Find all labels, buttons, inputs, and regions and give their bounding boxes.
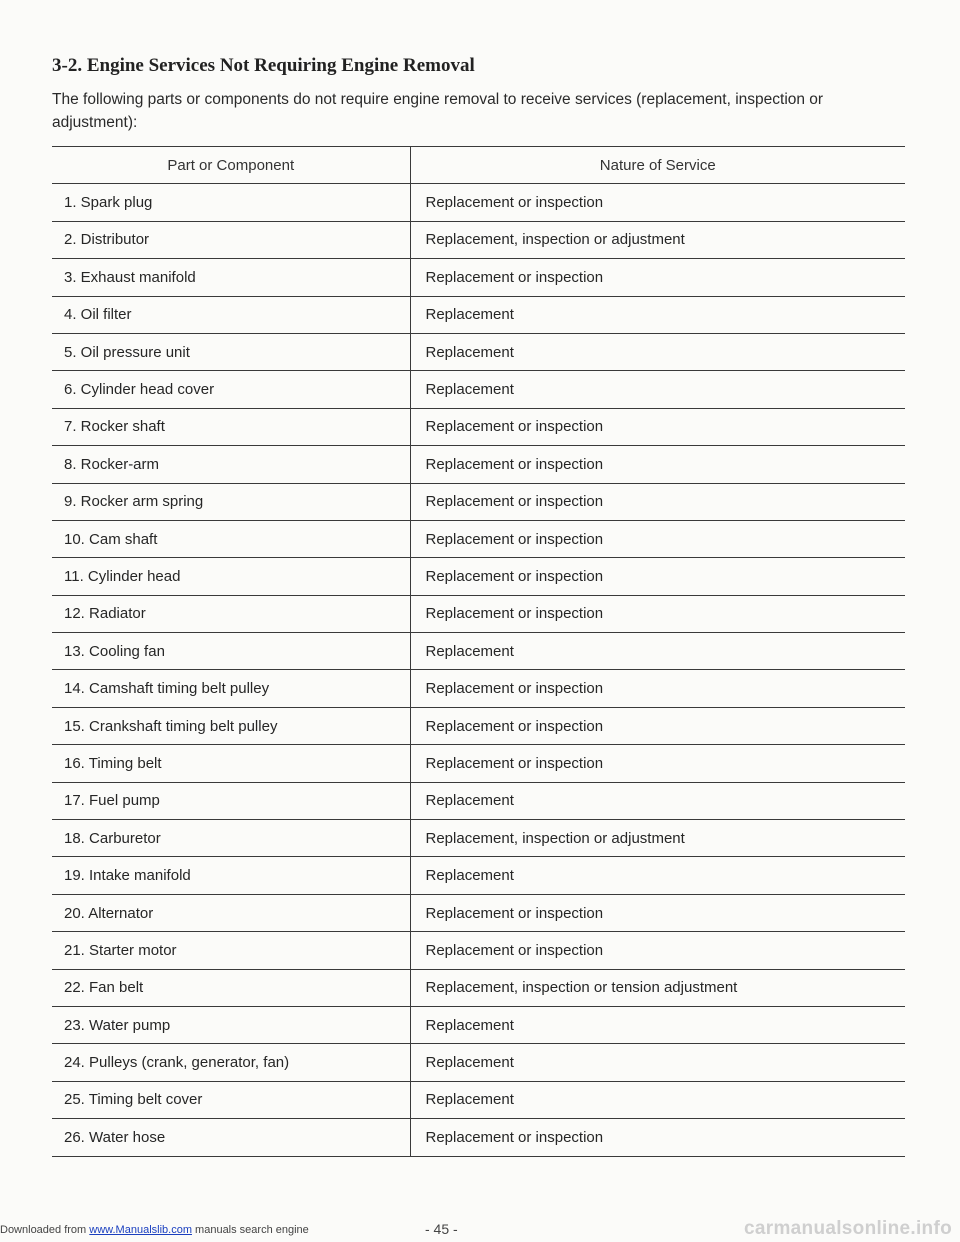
service-cell: Replacement or inspection <box>410 595 905 632</box>
table-row <box>52 184 905 221</box>
part-cell: 20. Alternator <box>52 894 410 931</box>
service-cell: Replacement <box>410 1081 905 1118</box>
service-cell: Replacement or inspection <box>410 408 905 445</box>
part-cell: 9. Rocker arm spring <box>52 483 410 520</box>
service-cell: Replacement <box>410 371 905 408</box>
download-footer <box>0 1224 309 1236</box>
table-row <box>52 894 905 931</box>
part-cell: 21. Starter motor <box>52 932 410 969</box>
part-cell: 2. Distributor <box>52 221 410 258</box>
table-row <box>52 408 905 445</box>
header-service: Nature of Service <box>410 147 905 184</box>
part-cell: 24. Pulleys (crank, generator, fan) <box>52 1044 410 1081</box>
intro-paragraph: The following parts or components do not require engine removal to receive services (replacement, inspection or adjustment): <box>52 91 824 131</box>
table-row <box>52 633 905 670</box>
part-cell: 26. Water hose <box>52 1119 410 1156</box>
service-cell: Replacement or inspection <box>410 707 905 744</box>
part-cell: 16. Timing belt <box>52 745 410 782</box>
service-cell: Replacement, inspection or tension adjustment <box>410 969 905 1006</box>
part-cell: 19. Intake manifold <box>52 857 410 894</box>
table-row <box>52 1081 905 1118</box>
service-cell: Replacement or inspection <box>410 259 905 296</box>
service-cell: Replacement or inspection <box>410 932 905 969</box>
part-cell: 22. Fan belt <box>52 969 410 1006</box>
part-cell: 17. Fuel pump <box>52 782 410 819</box>
part-cell: 7. Rocker shaft <box>52 408 410 445</box>
table-row <box>52 595 905 632</box>
service-cell: Replacement <box>410 296 905 333</box>
table-row <box>52 969 905 1006</box>
service-cell: Replacement <box>410 1044 905 1081</box>
part-cell: 1. Spark plug <box>52 184 410 221</box>
service-cell: Replacement <box>410 782 905 819</box>
service-cell: Replacement or inspection <box>410 483 905 520</box>
table-row <box>52 932 905 969</box>
table-row <box>52 1119 905 1156</box>
table-row <box>52 296 905 333</box>
service-cell: Replacement or inspection <box>410 446 905 483</box>
table-row <box>52 1044 905 1081</box>
service-cell: Replacement <box>410 633 905 670</box>
table-row <box>52 820 905 857</box>
footer-prefix: Downloaded from <box>0 1224 87 1236</box>
service-cell: Replacement, inspection or adjustment <box>410 221 905 258</box>
part-cell: 18. Carburetor <box>52 820 410 857</box>
manualslib-link[interactable]: www.Manualslib.com <box>89 1224 192 1236</box>
part-cell: 8. Rocker-arm <box>52 446 410 483</box>
part-cell: 23. Water pump <box>52 1006 410 1043</box>
table-row <box>52 446 905 483</box>
table-row <box>52 333 905 370</box>
part-cell: 25. Timing belt cover <box>52 1081 410 1118</box>
service-cell: Replacement or inspection <box>410 184 905 221</box>
part-cell: 15. Crankshaft timing belt pulley <box>52 707 410 744</box>
service-table <box>52 146 905 1157</box>
part-cell: 12. Radiator <box>52 595 410 632</box>
service-cell: Replacement <box>410 1006 905 1043</box>
table-row <box>52 259 905 296</box>
part-cell: 6. Cylinder head cover <box>52 371 410 408</box>
service-cell: Replacement <box>410 333 905 370</box>
table-row <box>52 782 905 819</box>
header-part: Part or Component <box>52 147 410 184</box>
table-row <box>52 707 905 744</box>
service-cell: Replacement or inspection <box>410 520 905 557</box>
service-cell: Replacement or inspection <box>410 558 905 595</box>
service-cell: Replacement <box>410 857 905 894</box>
part-cell: 14. Camshaft timing belt pulley <box>52 670 410 707</box>
table-row <box>52 371 905 408</box>
table-row <box>52 558 905 595</box>
table-body <box>52 184 905 1156</box>
table-header-row <box>52 147 905 184</box>
table-row <box>52 483 905 520</box>
part-cell: 10. Cam shaft <box>52 520 410 557</box>
part-cell: 3. Exhaust manifold <box>52 259 410 296</box>
page-number: - 45 - <box>425 1221 458 1237</box>
part-cell: 5. Oil pressure unit <box>52 333 410 370</box>
service-cell: Replacement or inspection <box>410 745 905 782</box>
table-row <box>52 745 905 782</box>
footer-suffix: manuals search engine <box>195 1224 309 1236</box>
service-cell: Replacement or inspection <box>410 1119 905 1156</box>
service-cell: Replacement or inspection <box>410 894 905 931</box>
table-row <box>52 221 905 258</box>
service-cell: Replacement or inspection <box>410 670 905 707</box>
part-cell: 13. Cooling fan <box>52 633 410 670</box>
table-row <box>52 520 905 557</box>
table-row <box>52 670 905 707</box>
part-cell: 4. Oil filter <box>52 296 410 333</box>
table-row <box>52 1006 905 1043</box>
section-heading: 3-2. Engine Services Not Requiring Engine Removal <box>52 55 475 76</box>
table-row <box>52 857 905 894</box>
watermark: carmanualsonline.info <box>744 1218 952 1239</box>
part-cell: 11. Cylinder head <box>52 558 410 595</box>
service-cell: Replacement, inspection or adjustment <box>410 820 905 857</box>
